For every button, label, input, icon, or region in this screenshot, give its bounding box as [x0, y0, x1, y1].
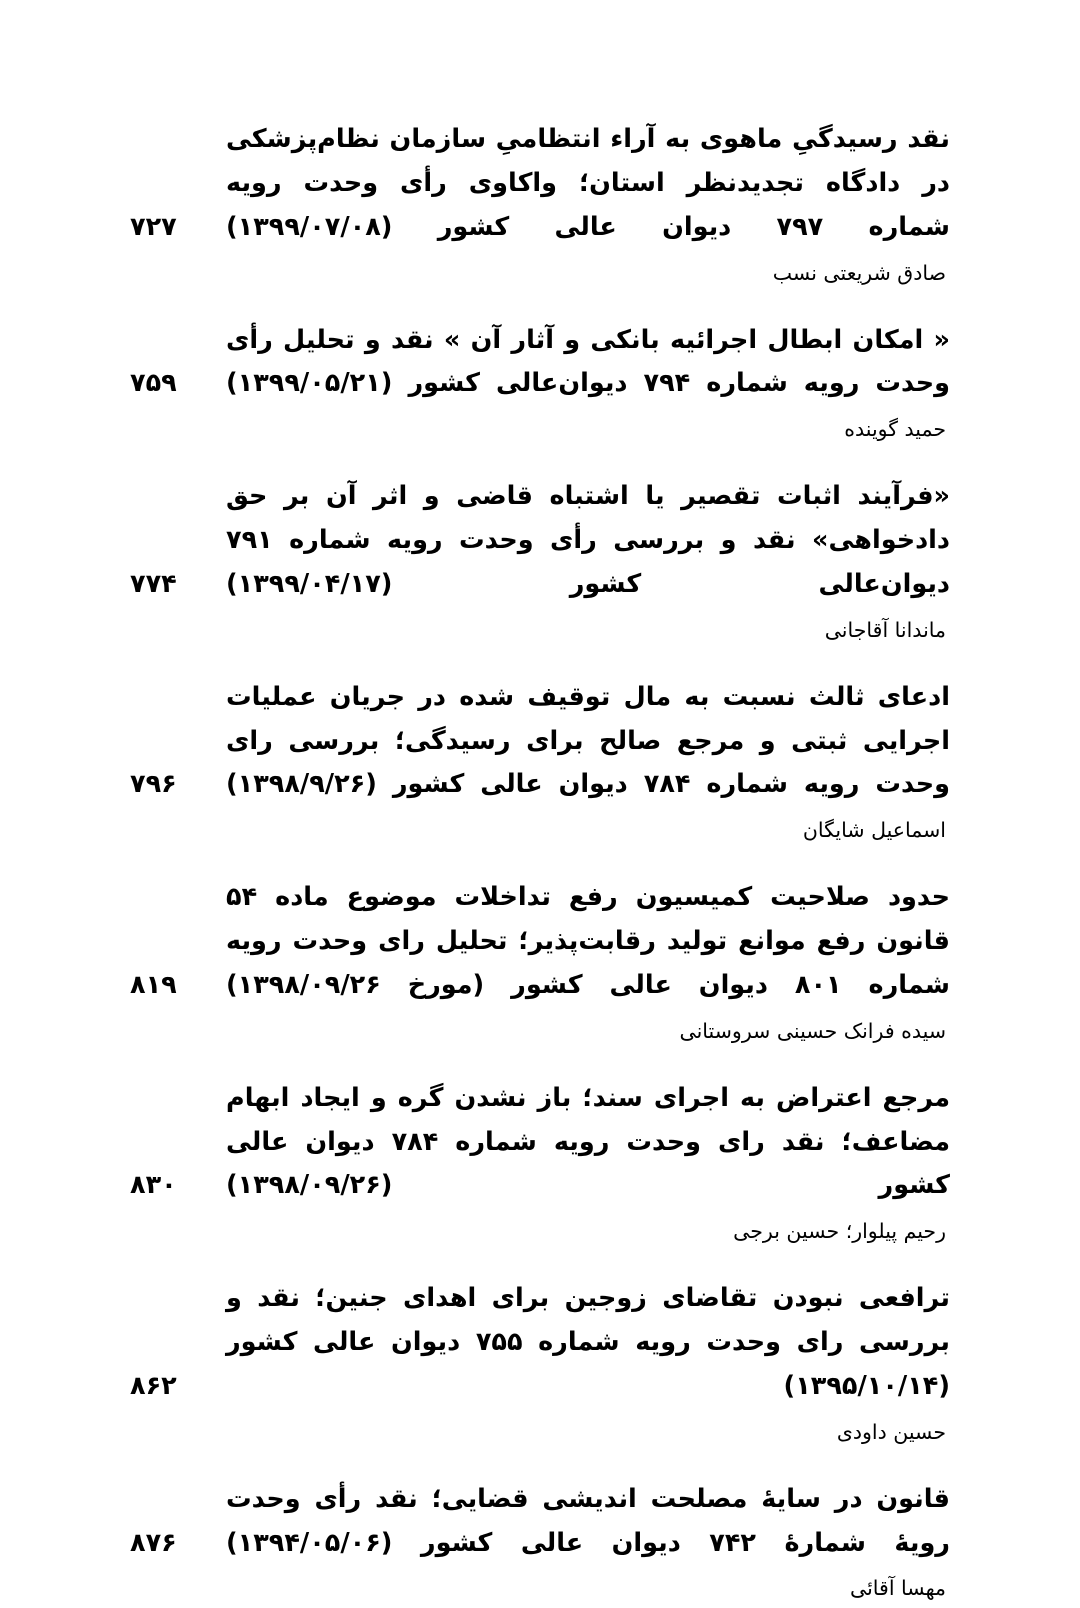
- toc-entry-body: [130, 1478, 950, 1566]
- toc-entry-body: [130, 118, 950, 250]
- toc-entry[interactable]: [130, 118, 950, 293]
- toc-entry-page-number: ۸۱۹: [130, 969, 177, 1000]
- toc-entry[interactable]: [130, 676, 950, 851]
- toc-entry-title[interactable]: حدود صلاحیت کمیسیون رفع تداخلات موضوع ماده ۵۴ قانون رفع موانع تولید رقابت‌پذیر؛ تحلیل رای وحدت رویه شماره ۸۰۱ دیوان عالی کشور (مورخ ۱۳۹۸/۰۹/۲۶): [226, 882, 951, 1000]
- toc-entry-page-number: ۷۵۹: [130, 368, 177, 399]
- toc-entry-authors: مهسا آقائی: [849, 1576, 946, 1601]
- toc-entry[interactable]: [130, 876, 950, 1051]
- toc-entry-authors: حمید گوینده: [844, 417, 946, 442]
- toc-entry-body: [130, 475, 950, 607]
- toc-entry-authors: اسماعیل شایگان: [802, 818, 946, 843]
- toc-entry-page-number: ۷۷۴: [130, 568, 177, 599]
- toc-entry[interactable]: [130, 1277, 950, 1452]
- toc-entry-body: [130, 1077, 950, 1209]
- toc-entry-page-number: ۸۷۶: [130, 1527, 177, 1558]
- toc-entry-title[interactable]: قانون در سایهٔ مصلحت اندیشی قضایی؛ نقد رأی وحدت رویهٔ شمارهٔ ۷۴۲ دیوان عالی کشور (۱۳۹۴/۰۵/۰۶): [226, 1483, 950, 1558]
- toc-entry-title[interactable]: نقد رسیدگیِ ماهوی به آراء انتظامیِ سازمان نظام‌پزشکی در دادگاه تجدیدنظر استان؛ واکاوی رأی وحدت رویه شماره ۷۹۷ دیوان عالی کشور (۱۳۹۹/۰۷/۰۸): [226, 124, 950, 242]
- toc-entry-title[interactable]: «فرآیند اثبات تقصیر یا اشتباه قاضی و اثر آن بر حق دادخواهی» نقد و بررسی رأی وحدت رویه شماره ۷۹۱ دیوان‌عالی کشور (۱۳۹۹/۰۴/۱۷): [226, 481, 950, 599]
- toc-entry-authors: رحیم پیلوار؛ حسین برجی: [733, 1219, 946, 1244]
- toc-entry[interactable]: [130, 1077, 950, 1252]
- toc-entry-body: [130, 676, 950, 808]
- toc-entry[interactable]: [130, 475, 950, 650]
- toc-entry-authors: ماندانا آقاجانی: [824, 617, 946, 642]
- toc-entry-body: [130, 1277, 950, 1409]
- toc-entry[interactable]: [130, 1478, 950, 1608]
- toc-entry-title[interactable]: ادعای ثالث نسبت به مال توقیف شده در جریان عملیات اجرایی ثبتی و مرجع صالح برای رسیدگی؛ بررسی رای وحدت رویه شماره ۷۸۴ دیوان عالی کشور (۱۳۹۸/۹/۲۶): [226, 681, 950, 800]
- toc-entry-authors: صادق شریعتی نسب: [772, 260, 946, 285]
- toc-entry-authors: حسین داودی: [836, 1419, 946, 1444]
- toc-entry-page-number: ۷۲۷: [130, 211, 177, 242]
- toc-entry-page-number: ۸۳۰: [130, 1170, 177, 1201]
- toc-entry-title[interactable]: مرجع اعتراض به اجرای سند؛ باز نشدن گره و ایجاد ابهام مضاعف؛ نقد رای وحدت رویه شماره ۷۸۴ دیوان عالی کشور (۱۳۹۸/۰۹/۲۶): [226, 1082, 950, 1201]
- toc-entry-page-number: ۸۶۲: [130, 1370, 177, 1401]
- toc-entry-title[interactable]: ترافعی نبودن تقاضای زوجین برای اهدای جنین؛ نقد و بررسی رای وحدت رویه شماره ۷۵۵ دیوان عالی کشور (۱۳۹۵/۱۰/۱۴): [226, 1283, 950, 1401]
- toc-entry[interactable]: [130, 319, 950, 450]
- toc-entry-authors: سیده فرانک حسینی سروستانی: [679, 1018, 946, 1043]
- toc-entry-body: [130, 876, 950, 1008]
- toc-entry-page-number: ۷۹۶: [130, 769, 177, 800]
- table-of-contents-list: [130, 118, 950, 1608]
- toc-entry-body: [130, 319, 950, 407]
- toc-entry-title[interactable]: « امکان ابطال اجرائیه بانکی و آثار آن » نقد و تحلیل رأی وحدت رویه شماره ۷۹۴ دیوان‌عالی کشور (۱۳۹۹/۰۵/۲۱): [226, 324, 950, 399]
